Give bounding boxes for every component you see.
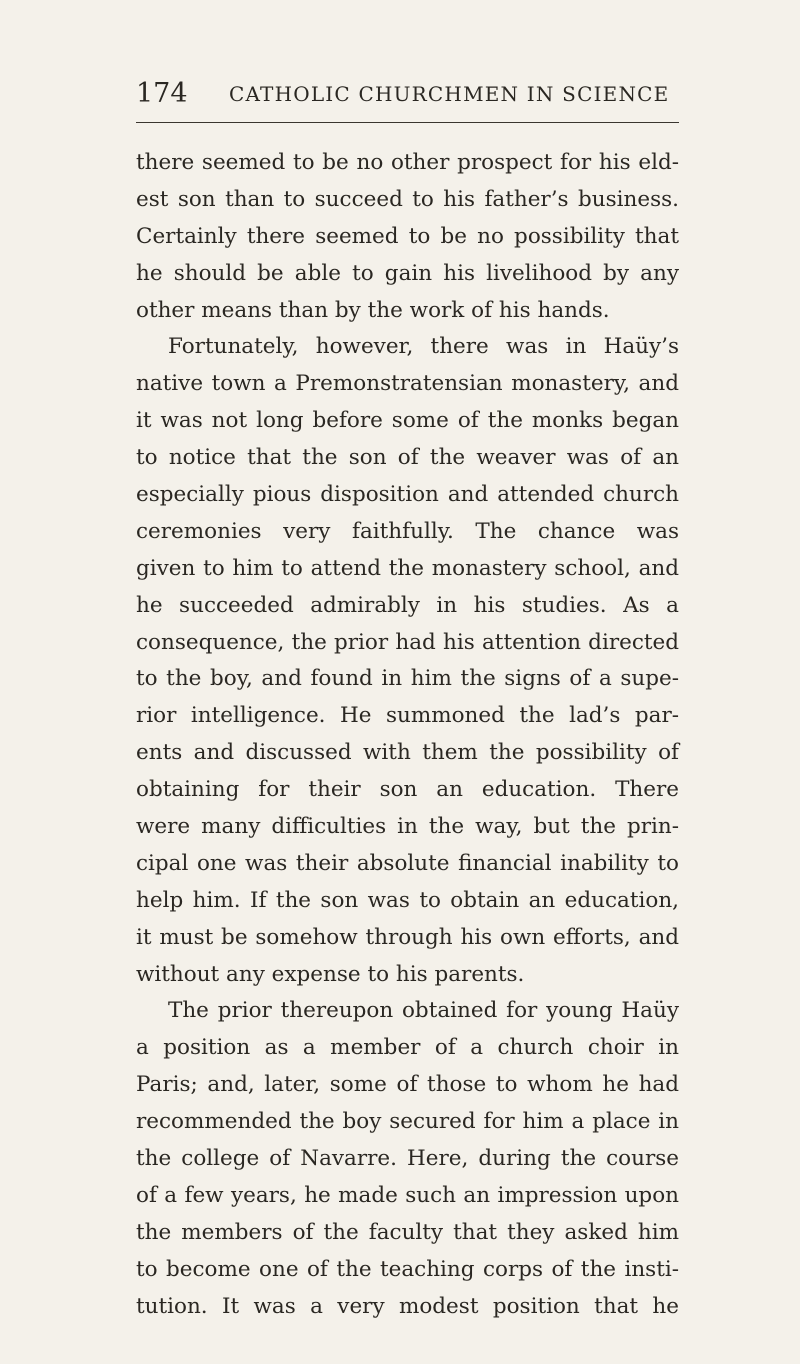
text-line: it must be somehow through his own efforts, and <box>136 924 679 950</box>
text-line: recommended the boy secured for him a place in <box>136 1109 679 1135</box>
text-line: The prior thereupon obtained for young Haüy <box>168 998 679 1024</box>
running-head <box>136 76 679 112</box>
text-line: to the boy, and found in him the signs of a supe- <box>136 666 679 692</box>
running-title: CATHOLIC CHURCHMEN IN SCIENCE <box>229 82 670 106</box>
body-text <box>136 145 679 1326</box>
text-line: to become one of the teaching corps of the insti- <box>136 1256 679 1282</box>
text-line: ents and discussed with them the possibility of <box>136 740 679 766</box>
text-line: of a few years, he made such an impression upon <box>136 1182 679 1208</box>
text-line: rior intelligence. He summoned the lad’s par- <box>136 703 679 729</box>
text-line: help him. If the son was to obtain an education, <box>136 887 679 913</box>
text-line: est son than to succeed to his father’s business. <box>136 186 679 212</box>
text-line: cipal one was their absolute financial inability to <box>136 850 679 876</box>
page-number: 174 <box>136 78 188 109</box>
text-line: obtaining for their son an education. There <box>136 777 679 803</box>
text-line: the members of the faculty that they asked him <box>136 1219 679 1245</box>
text-line: especially pious disposition and attended church <box>136 482 679 508</box>
header-rule <box>136 122 679 123</box>
text-line: without any expense to his parents. <box>136 961 525 987</box>
text-line: ceremonies very faithfully. The chance was <box>136 518 679 544</box>
text-line: to notice that the son of the weaver was of an <box>136 445 679 471</box>
text-line: he should be able to gain his livelihood by any <box>136 260 679 286</box>
text-line: native town a Premonstratensian monastery, and <box>136 371 679 397</box>
text-line: Certainly there seemed to be no possibility that <box>136 223 679 249</box>
text-line: he succeeded admirably in his studies. As a <box>136 592 679 618</box>
text-line: Fortunately, however, there was in Haüy’s <box>168 334 679 360</box>
text-line: were many difficulties in the way, but the prin- <box>136 814 679 840</box>
text-line: there seemed to be no other prospect for his eld- <box>136 150 679 175</box>
text-line: it was not long before some of the monks began <box>136 408 679 434</box>
text-line: the college of Navarre. Here, during the course <box>136 1146 679 1172</box>
text-line: consequence, the prior had his attention directed <box>136 629 679 655</box>
text-line: tution. It was a very modest position that he <box>136 1293 679 1319</box>
text-line: Paris; and, later, some of those to whom he had <box>136 1072 679 1098</box>
text-line: other means than by the work of his hands. <box>136 297 610 323</box>
text-line: a position as a member of a church choir in <box>136 1035 679 1061</box>
text-line: given to him to attend the monastery school, and <box>136 555 679 581</box>
